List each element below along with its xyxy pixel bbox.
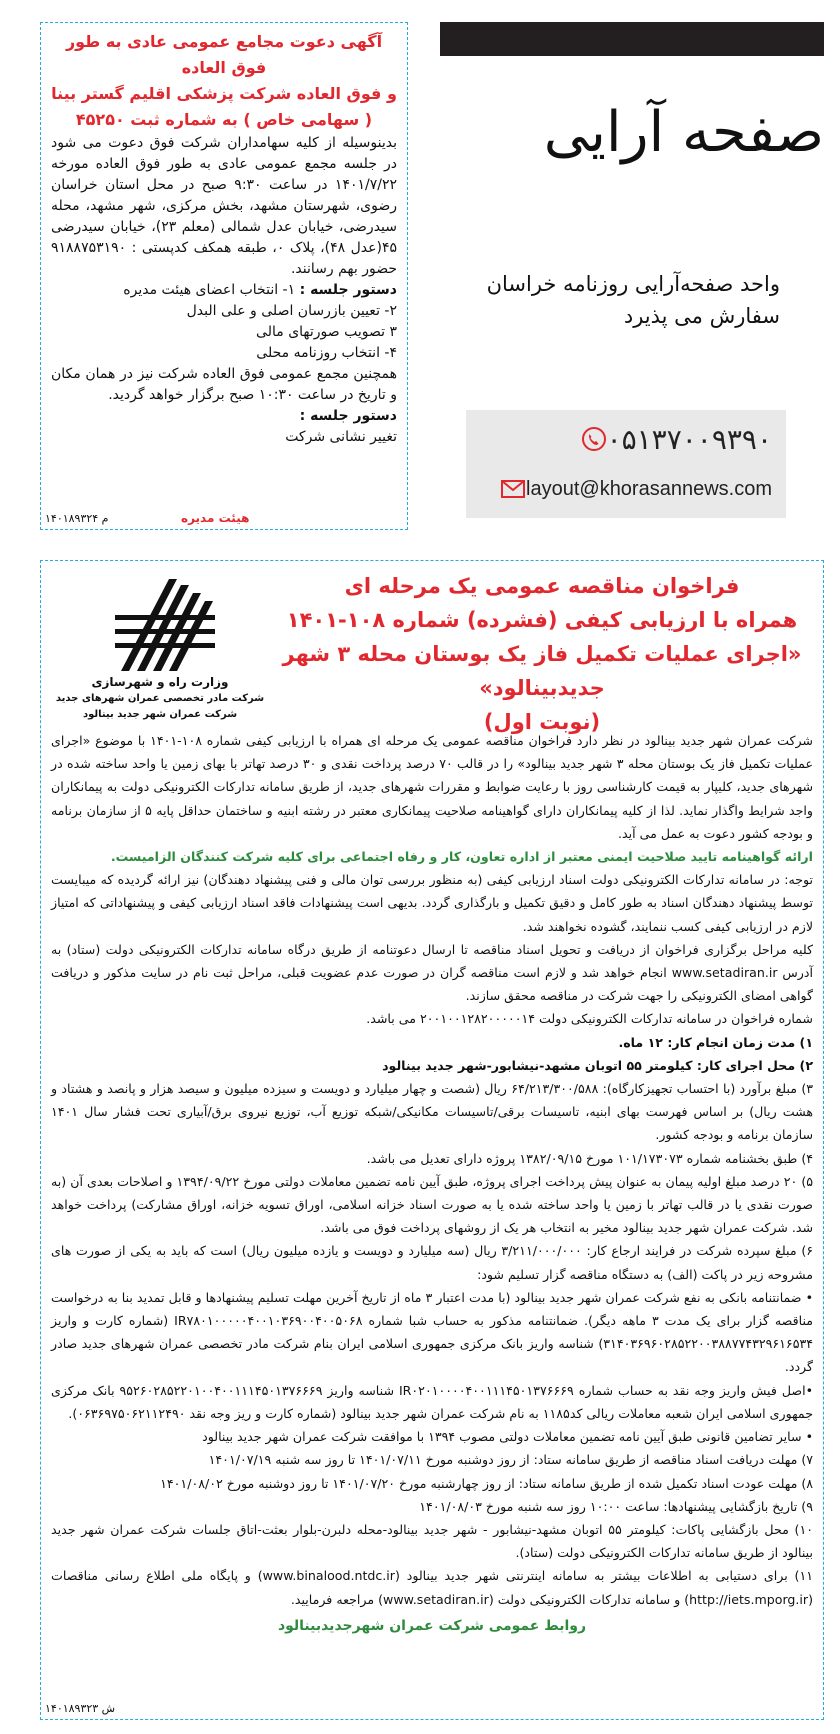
ad-description xyxy=(440,268,780,332)
tender-item: ۵) ۲۰ درصد مبلغ اولیه پیمان به عنوان پیش پرداخت اجرای پروژه، طبق آیین نامه تضمین معاملات دولتی مورخ ۱۳۹۴/۰۹/۲۲ و اصلاحات بعدی آن (به صورت نقدی یا در قالب تهاتر با زمین یا واحد ساخته شده یا به صورت اسناد خزانه اسلامی، اوراق تسویه خزانه، اوراق مشارکت) پرداخت خواهد شد. شرکت عمران شهر جدید بینالود مخیر به انتخاب هر یک از روشهای پرداخت فوق می باشد. xyxy=(51,1173,814,1236)
guarantee-item: • سایر تضامین قانونی طبق آیین نامه تضمین معاملات دولتی مصوب ۱۳۹۴ با موافقت شرکت عمران شهر جدید بینالود xyxy=(202,1429,813,1445)
tender-item: ۲) محل اجرای کار: کیلومتر ۵۵ اتوبان مشهد-نیشابور-شهر جدید بینالود xyxy=(382,1057,813,1073)
tender-item: ۴) طبق بخشنامه شماره ۱۰۱/۱۷۳۰۷۳ مورخ ۱۳۸۲/۰۹/۱۵ پروژه دارای تعدیل می باشد. xyxy=(366,1150,813,1166)
general-assembly-notice xyxy=(40,22,408,530)
tender-item: ۳) مبلغ برآورد (با احتساب تجهیزکارگاه): ۶۴/۲۱۳/۳۰۰/۵۸۸ ریال (شصت و چهار میلیارد و دویست و سیزده میلیون و سیصد هزار و پانصد و هشتاد و هشت ریال) بر اساس فهرست بهای ابنیه، تاسیسات برقی/تاسیسات مکانیکی/شبکه توزیع آب، توزیع نیروی برق/آبیاری تحت فشار سال ۱۴۰۱ سازمان برنامه و بودجه کشور. xyxy=(51,1081,813,1143)
agenda2-label: دستور جلسه : xyxy=(299,408,397,424)
tender-paragraph: شرکت عمران شهر جدید بینالود در نظر دارد فراخوان مناقصه عمومی یک مرحله ای همراه با ارزیابی کیفی شماره ۱۰۸-۱۴۰۱ با موضوع «اجرای عملیات تکمیل فاز یک بوستان محله ۳ شهر جدید بینالود» را در قالب ۷۰ درصد پرداخت نقدی و ۳۰ درصد تهاتر با بهای زمین یا واحد ساخته شده در شهرهای جدید، کلیپار به قیمت کارشناسی روز با رعایت ضوابط و مقررات شهرهای جدید، از طریق سامانه تدارکات الکترونیکی دولت به پیمانکاران واجد شرایط واگذار نماید. لذا از کلیه پیمانکاران دارای گواهینامه صلاحیت پیمانکاری معتبر در رشته ابنیه و ساختمان حداقل پایه ۵ از سازمان برنامه و بودجه کشور دعوت به عمل می آید. xyxy=(51,733,814,841)
road-logo-icon xyxy=(111,575,221,675)
date-item: ۱۱) برای دستیابی به اطلاعات بیشتر به سامانه اینترنتی شهر جدید بینالود (www.binalood.ntdc.ir) و پایگاه ملی اطلاع رسانی مناقصات (http://iets.mporg.ir) و سامانه تدارکات الکترونیکی دولت (www.setadiran.ir) مراجعه فرمایید. xyxy=(51,1568,813,1607)
agenda-item: ۲- تعیین بازرسان اصلی و علی البدل xyxy=(186,303,397,319)
contact-box xyxy=(466,410,786,518)
tender-item: ۶) مبلغ سپرده شرکت در فرایند ارجاع کار: ۳/۲۱۱/۰۰۰/۰۰۰ ریال (سه میلیارد و دویست و یازده میلیون ریال) است که باید به یکی از صورت های مشروحه زیر در پاکت (الف) به دستگاه مناقصه گزار تسلیم شود: xyxy=(51,1243,813,1282)
date-item: ۸) مهلت عودت اسناد تکمیل شده از طریق سامانه ستاد: از روز چهارشنبه مورخ ۱۴۰۱/۰۷/۲۰ تا روز دوشنبه مورخ ۱۴۰۱/۰۸/۰۲ xyxy=(160,1475,813,1491)
notice-intro: بدینوسیله از کلیه سهامداران شرکت فوق دعوت می شود در جلسه مجمع عمومی عادی به طور فوق العاده مورخه ۱۴۰۱/۷/۲۲ در ساعت ۹:۳۰ صبح در محل استان خراسان رضوی، شهرستان مشهد، بخش مرکزی، شهر مشهد، محله سیدرضی، خیابان عدل شمالی (معلم ۲۳)، خیابان سیدرضی ۴۵(عدل ۴۸)، پلاک ۰، طبقه همکف کدپستی : ۹۱۸۸۷۵۳۱۹۰ حضور بهم رسانند. xyxy=(51,135,398,277)
tender-heading xyxy=(271,569,813,739)
notice-extra: همچنین مجمع عمومی فوق العاده شرکت نیز در همان مکان و تاریخ در ساعت ۱۰:۳۰ صبح برگزار خواهد گردید. xyxy=(51,366,397,403)
notice-code: م ۱۴۰۱۸۹۳۲۴ xyxy=(45,512,109,525)
phone-row[interactable] xyxy=(466,422,772,456)
phone-number: ۰۵۱۳۷۰۰۹۳۹۰ xyxy=(606,423,772,455)
guarantee-item: •اصل فیش واریز وجه نقد به حساب شماره IR۰۲۰۱۰۰۰۰۴۰۰۱۱۱۴۵۰۱۳۷۶۶۶۹ شناسه واریز ۹۵۲۶۰۲۸۵۲۲۰۱۰۰۴۰۰۱۱۱۴۵۰۱۳۷۶۶۶۹ بانک مرکزی جمهوری اسلامی ایران شعبه معاملات ریالی کد۱۱۸۵ به نام شرکت عمران شهر جدید بینالود (شماره کارت و ریز وجه نقد ۰۶۳۶۹۷۵۰۶۲۱۱۲۴۹۰). xyxy=(51,1382,813,1421)
safety-note: ارائه گواهینامه تایید صلاحیت ایمنی معتبر از اداره تعاون، کار و رفاه اجتماعی برای کلیه شرکت کنندگان الزامیست. xyxy=(110,849,813,865)
closing-signature: روابط عمومی شرکت عمران شهرجدیدبینالود xyxy=(277,1617,587,1634)
tender-code: ش ۱۴۰۱۸۹۳۲۳ xyxy=(45,1702,116,1715)
logo-line: شرکت عمران شهر جدید بینالود xyxy=(82,709,238,720)
tender-heading-line: (نوبت اول) xyxy=(483,710,601,734)
tender-body xyxy=(51,729,813,1638)
phone-icon xyxy=(581,426,607,452)
agenda-label: دستور جلسه : xyxy=(299,282,397,298)
tender-paragraph: کلیه مراحل برگزاری فراخوان از دریافت و تحویل اسناد مناقصه تا ارسال دعوتنامه از طریق درگاه سامانه تدارکات الکترونیکی دولت (ستاد) به آدرس www.setadiran.ir انجام خواهد شد و لازم است مناقصه گران در صورت عدم عضویت قبلی، مراحل ثبت نام در سایت مذکور و دریافت گواهی امضای الکترونیکی را جهت شرکت در مناقصه محقق سازند. xyxy=(51,941,813,1004)
logo-line: شرکت مادر تخصصی عمران شهرهای جدید xyxy=(55,693,265,704)
ministry-logo xyxy=(55,575,265,725)
tender-heading-line: «اجرای عملیات تکمیل فاز یک بوستان محله ۳ شهر جدیدبینالود» xyxy=(282,642,802,700)
ad-desc-line: واحد صفحه‌آرایی روزنامه خراسان xyxy=(486,272,780,296)
agenda-item: ۱- انتخاب اعضای هیئت مدیره xyxy=(123,282,296,298)
notice-title-line: آگهی دعوت مجامع عمومی عادی به طور فوق العاده xyxy=(65,32,383,77)
tender-heading-line: همراه با ارزیابی کیفی (فشرده) شماره ۱۰۸-۱۴۰۱ xyxy=(286,608,798,632)
date-item: ۹) تاریخ بازگشایی پیشنهادها: ساعت ۱۰:۰۰ روز سه شنبه مورخ ۱۴۰۱/۰۸/۰۳ xyxy=(419,1498,813,1514)
notice-signature: هیئت مدیره xyxy=(181,511,250,525)
notice-title xyxy=(51,29,397,133)
tender-heading-line: فراخوان مناقصه عمومی یک مرحله ای xyxy=(344,574,740,598)
guarantee-item: • ضمانتنامه بانکی به نفع شرکت عمران شهر جدید بینالود (با مدت اعتبار ۳ ماه از تاریخ آخرین مهلت تسلیم پیشنهادها و قابل تمدید بنا به درخواست مناقصه گزار برای یک مدت ۳ ماهه دیگر). ضمانتنامه مذکور به حساب شبا شماره IR۷۸۰۱۰۰۰۰۰۴۰۰۱۰۳۶۹۰۰۴۰۰۵۰۶۸ (شماره کارت و واریز ۳۱۴۰۳۶۹۶۰۲۸۵۲۲۰۰۳۸۸۷۷۴۳۲۹۶۱۶۵۳۴) شناسه واریز بانک مرکزی جمهوری اسلامی ایران بنام شرکت مادر تخصصی عمران شهرهای جدید صادر گردد. xyxy=(51,1289,814,1375)
notice-title-line: و فوق العاده شرکت پزشکی اقلیم گستر بینا xyxy=(51,84,397,103)
tender-announcement xyxy=(40,560,824,1720)
notice-title-line: ( سهامی خاص ) به شماره ثبت ۴۵۲۵۰ xyxy=(75,110,373,129)
logo-line: وزارت راه و شهرسازی xyxy=(91,675,229,689)
notice-body xyxy=(51,133,397,448)
date-item: ۷) مهلت دریافت اسناد مناقصه از طریق سامانه ستاد: از روز دوشنبه مورخ ۱۴۰۱/۰۷/۱۱ تا روز سه شنبه ۱۴۰۱/۰۷/۱۹ xyxy=(208,1452,813,1468)
tender-paragraph: توجه: در سامانه تدارکات الکترونیکی دولت اسناد ارزیابی کیفی (به منظور بررسی توان مالی و فنی پیشنهاد دهندگان) نیز ارائه گردیده که میبایست توسط پیشنهاد دهندگان اسناد به طور کامل و دقیق تکمیل و بارگذاری گردد. بدیهی است پیشنهادات فاقد اسناد ارزیابی کیفی و پیشنهاداتی که امتیاز لازم در ارزیابی کیفی کسب ننمایند، گشوده نخواهند شد. xyxy=(51,872,813,934)
date-item: ۱۰) محل بازگشایی پاکات: کیلومتر ۵۵ اتوبان مشهد-نیشابور - شهر جدید بینالود-محله دلبرن-بلوار بعثت-اتاق جلسات شرکت عمران شهر جدید بینالود از طریق سامانه تدارکات الکترونیکی دولت (ستاد). xyxy=(51,1521,813,1561)
agenda2-item: تغییر نشانی شرکت xyxy=(285,429,397,445)
ad-title: صفحه آرایی xyxy=(543,100,824,165)
agenda-item: ۳ تصویب صورتهای مالی xyxy=(256,324,397,340)
mail-icon xyxy=(500,476,526,502)
agenda-item: ۴- انتخاب روزنامه محلی xyxy=(256,345,397,361)
email-row[interactable] xyxy=(466,472,772,506)
ad-header-bar xyxy=(440,22,824,56)
tender-paragraph: شماره فراخوان در سامانه تدارکات الکترونیکی دولت ۲۰۰۱۰۰۱۲۸۲۰۰۰۰۰۱۴ می باشد. xyxy=(366,1011,813,1027)
email-address: layout@khorasannews.com xyxy=(526,477,772,500)
tender-item: ۱) مدت زمان انجام کار: ۱۲ ماه. xyxy=(618,1034,813,1050)
ad-desc-line: سفارش می پذیرد xyxy=(623,304,780,328)
